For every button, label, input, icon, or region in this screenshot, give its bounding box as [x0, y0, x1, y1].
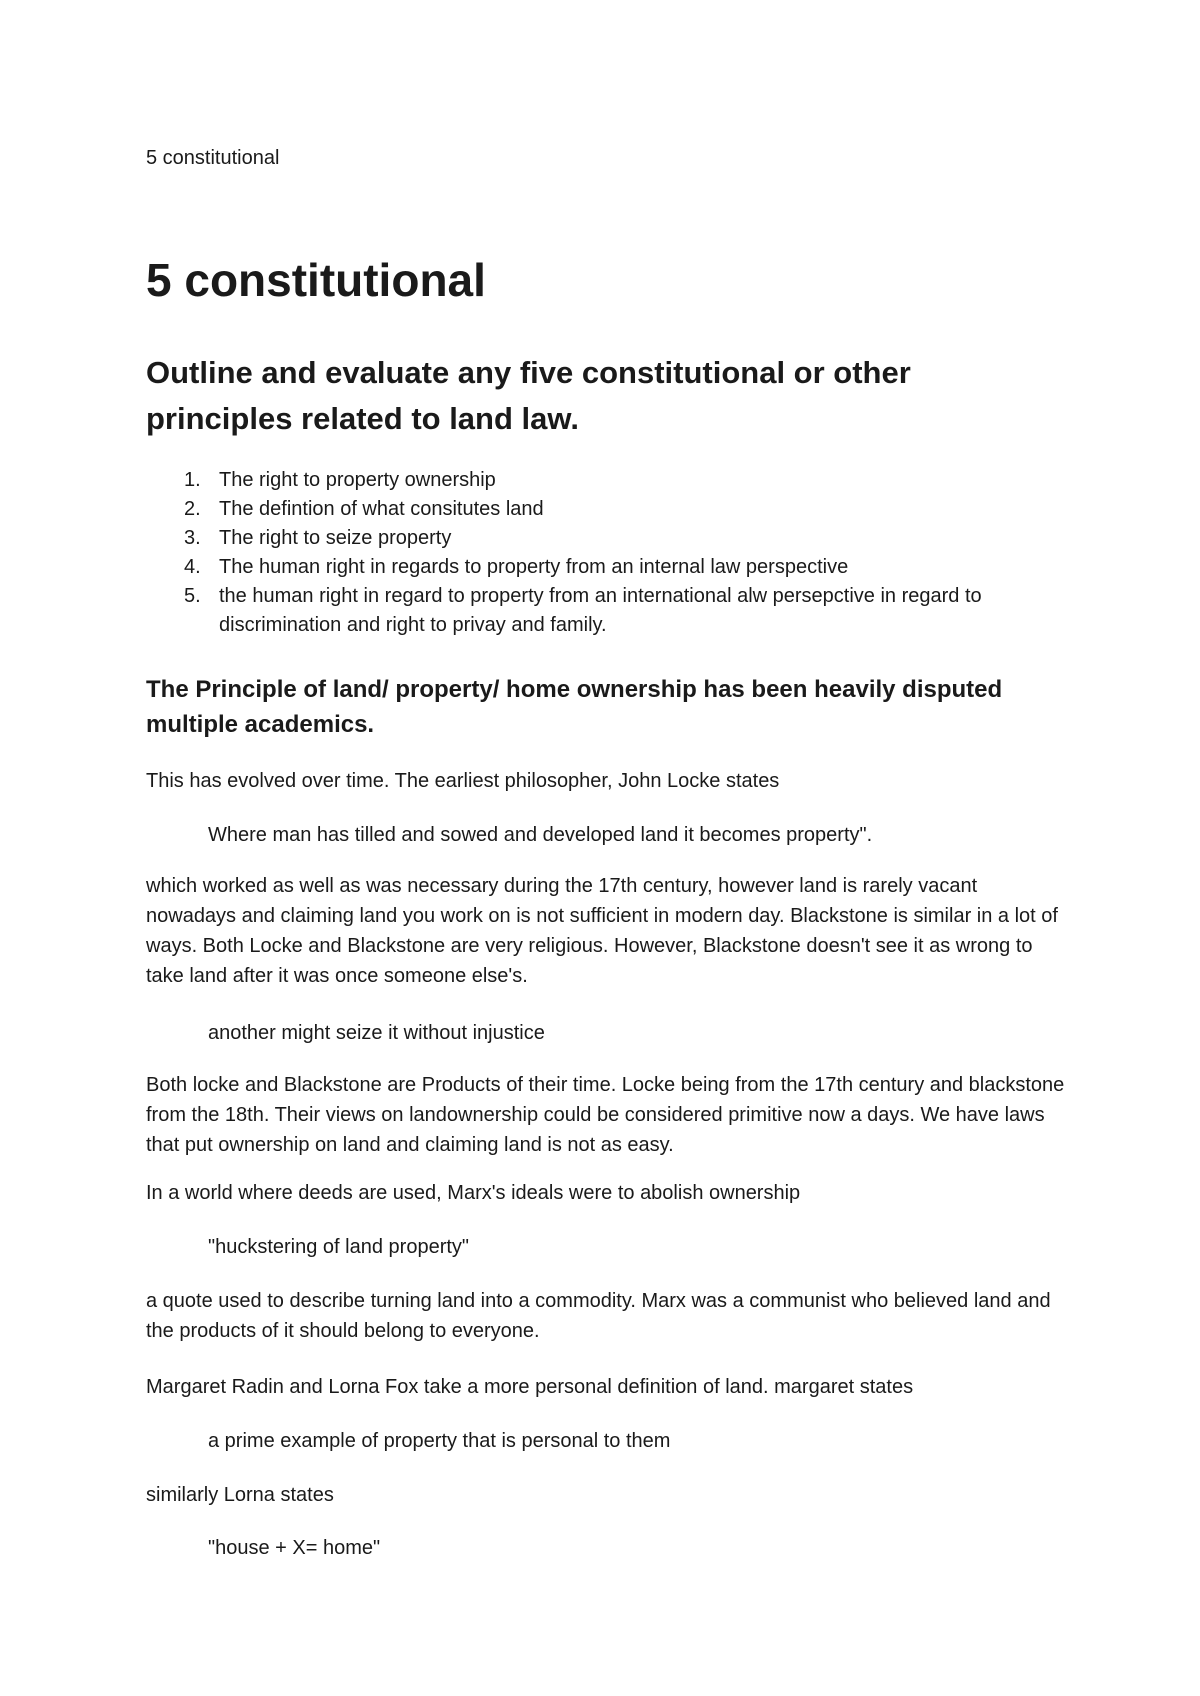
list-item: [146, 582, 1066, 640]
list-item: [146, 553, 1066, 582]
paragraph-products-of-time: Both locke and Blackstone are Products of their time. Locke being from the 17th century and blackstone from the 18th. Their views on landownership could be considered primitive now a days. We have laws that put ownership on land and claiming land is not as easy.: [146, 1074, 1065, 1156]
list-item: [146, 466, 1066, 495]
list-number: 5.: [184, 585, 201, 607]
list-number: 4.: [184, 556, 201, 578]
paragraph-marx-intro: In a world where deeds are used, Marx's ideals were to abolish ownership: [146, 1182, 801, 1204]
paragraph-blackstone: which worked as well as was necessary during the 17th century, however land is rarely vacant nowadays and claiming land you work on is not sufficient in modern day. Blackstone is similar in a lot of ways. Both Locke and Blackstone are very religious. However, Blackstone doesn't see it as wrong to take land after it was once someone else's.: [146, 875, 1058, 987]
list-number: 3.: [184, 527, 201, 549]
running-header: 5 constitutional: [146, 147, 280, 169]
section-heading: The Principle of land/ property/ home ownership has been heavily disputed multiple academics.: [146, 676, 1003, 738]
principles-list: [146, 466, 1066, 640]
list-text: The right to seize property: [219, 527, 452, 549]
document-title: 5 constitutional: [146, 254, 486, 306]
paragraph-locke-intro: This has evolved over time. The earliest philosopher, John Locke states: [146, 770, 780, 792]
quote-blackstone: another might seize it without injustice: [208, 1022, 545, 1044]
question-heading: Outline and evaluate any five constitutional or other principles related to land law.: [146, 355, 911, 436]
paragraph-marx: a quote used to describe turning land into a commodity. Marx was a communist who believed land and the products of it should belong to everyone.: [146, 1290, 1051, 1342]
quote-lorna: "house + X= home": [208, 1537, 381, 1559]
list-number: 1.: [184, 469, 201, 491]
list-text: the human right in regard to property from an international alw persepctive in regard to discrimination and right to privay and family.: [219, 585, 982, 636]
quote-marx: "huckstering of land property": [208, 1236, 470, 1258]
paragraph-lorna-intro: similarly Lorna states: [146, 1484, 334, 1506]
list-text: The defintion of what consitutes land: [219, 498, 544, 520]
quote-locke: Where man has tilled and sowed and developed land it becomes property".: [208, 824, 873, 846]
paragraph-radin-fox: Margaret Radin and Lorna Fox take a more personal definition of land. margaret states: [146, 1376, 914, 1398]
list-item: [146, 495, 1066, 524]
list-item: [146, 524, 1066, 553]
list-text: The human right in regards to property from an internal law perspective: [219, 556, 849, 578]
quote-radin: a prime example of property that is personal to them: [208, 1430, 671, 1452]
list-text: The right to property ownership: [219, 469, 496, 491]
list-number: 2.: [184, 498, 201, 520]
